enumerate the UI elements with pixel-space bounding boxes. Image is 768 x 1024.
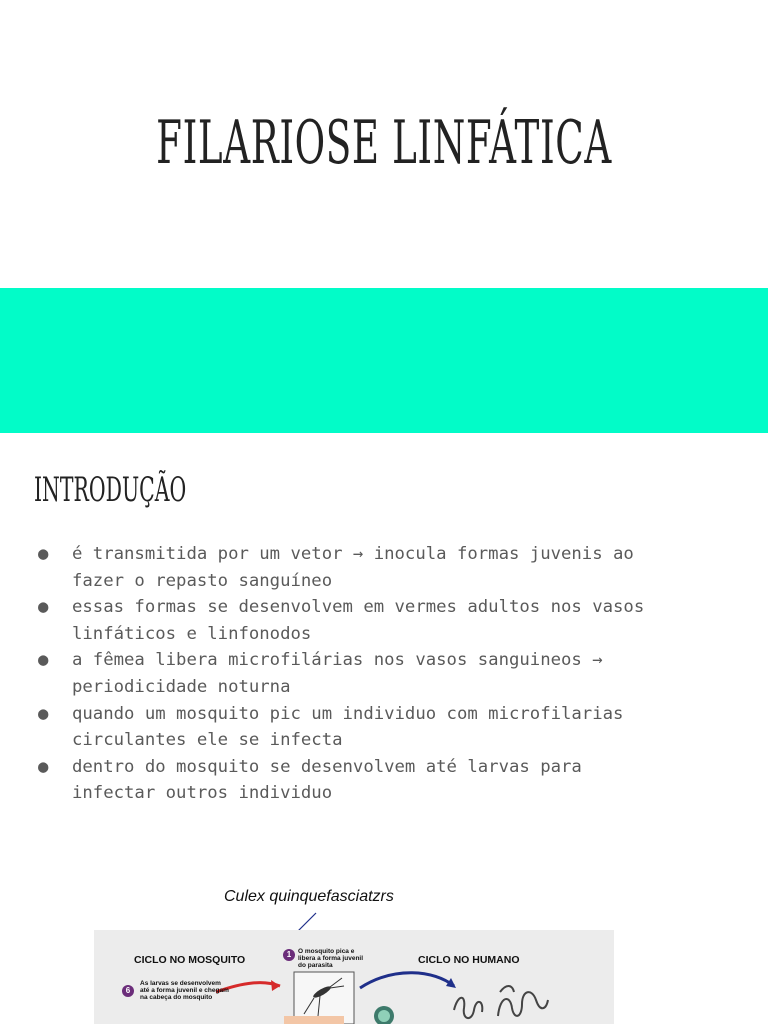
bullet-dot-icon: ● <box>38 703 49 724</box>
skin-layer <box>284 1016 344 1024</box>
slide-title: FILARIOSE LINFÁTICA <box>156 108 612 178</box>
step-6-badge: 6 <box>122 985 134 997</box>
section-heading: INTRODUÇÃO <box>34 470 187 510</box>
worm-icon <box>454 986 548 1018</box>
lymph-node-icon <box>374 1006 394 1024</box>
step-1-note: O mosquito pica e libera a forma juvenil do parasita <box>298 948 364 969</box>
step-6-note: As larvas se desenvolvem até a forma juvenil e chegam na cabeça do mosquito <box>140 980 229 1001</box>
red-arrow-head <box>271 980 280 991</box>
bullet-dot-icon: ● <box>38 597 49 618</box>
accent-band <box>0 288 768 433</box>
bullet-item: ● dentro do mosquito se desenvolvem até larvas para infectar outros individuo <box>38 754 738 807</box>
bullet-item: ● a fêmea libera microfilárias nos vasos sanguineos → periodicidade noturna <box>38 647 738 700</box>
bullet-dot-icon: ● <box>38 544 49 564</box>
bullet-dot-icon: ● <box>38 756 49 777</box>
bullet-dot-icon: ● <box>38 650 49 671</box>
bullet-item: ● quando um mosquito pic um individuo com microfilarias circulantes ele se infecta <box>38 701 738 754</box>
bullet-item: ● essas formas se desenvolvem em vermes adultos nos vasos linfáticos e linfonodos <box>38 594 738 647</box>
bullet-list <box>38 541 738 807</box>
human-cycle-label: CICLO NO HUMANO <box>418 954 520 966</box>
lifecycle-drawing <box>94 930 614 1024</box>
step-1-badge: 1 <box>283 949 295 961</box>
bullet-item: ● é transmitida por um vetor → inocula formas juvenis ao fazer o repasto sanguíneo <box>38 541 738 594</box>
mosquito-cycle-label: CICLO NO MOSQUITO <box>134 954 246 966</box>
figure-caption: Culex quinquefasciatzrs <box>224 888 394 905</box>
lifecycle-diagram <box>94 930 614 1024</box>
blue-arrow <box>360 973 454 988</box>
